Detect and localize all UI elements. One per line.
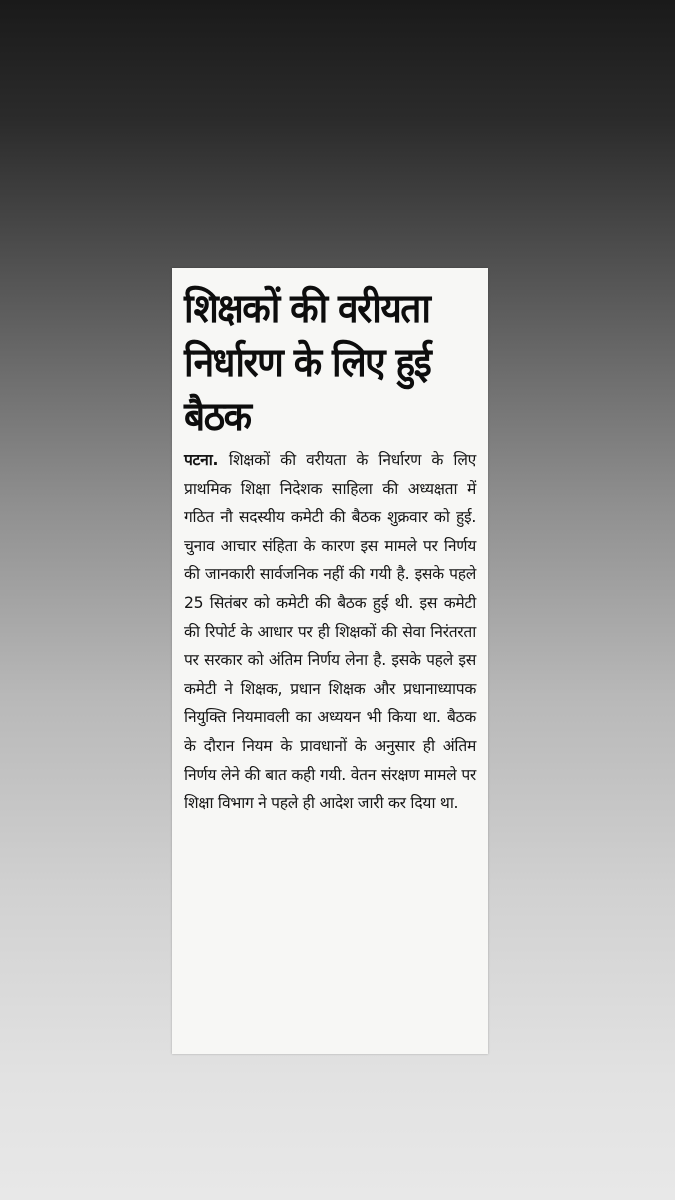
article-headline: शिक्षकों की वरीयता निर्धारण के लिए हुई बैठक (184, 285, 431, 440)
newspaper-clipping (172, 268, 488, 1054)
article-body-text: शिक्षकों की वरीयता के निर्धारण के लिए प्राथमिक शिक्षा निदेशक साहिला की अध्यक्षता में गठित नौ सदस्यीय कमेटी की बैठक शुक्रवार को हुई. चुनाव आचार संहिता के कारण इस मामले पर निर्णय की जानकारी सार्वजनिक नहीं की गयी है. इसके पहले 25 सितंबर को कमेटी की बैठक हुई थी. इस कमेटी की रिपोर्ट के आधार पर ही शिक्षकों की सेवा निरंतरता पर सरकार को अंतिम निर्णय लेना है. इसके पहले इस कमेटी ने शिक्षक, प्रधान शिक्षक और प्रधानाध्यापक नियुक्ति नियमावली का अध्ययन भी किया था. बैठक के दौरान नियम के प्रावधानों के अनुसार ही अंतिम निर्णय लेने की बात कही गयी. वेतन संरक्षण मामले पर शिक्षा विभाग ने पहले ही आदेश जारी कर दिया था. (184, 451, 477, 813)
article-body (184, 446, 476, 818)
article-dateline: पटना. (184, 451, 229, 469)
